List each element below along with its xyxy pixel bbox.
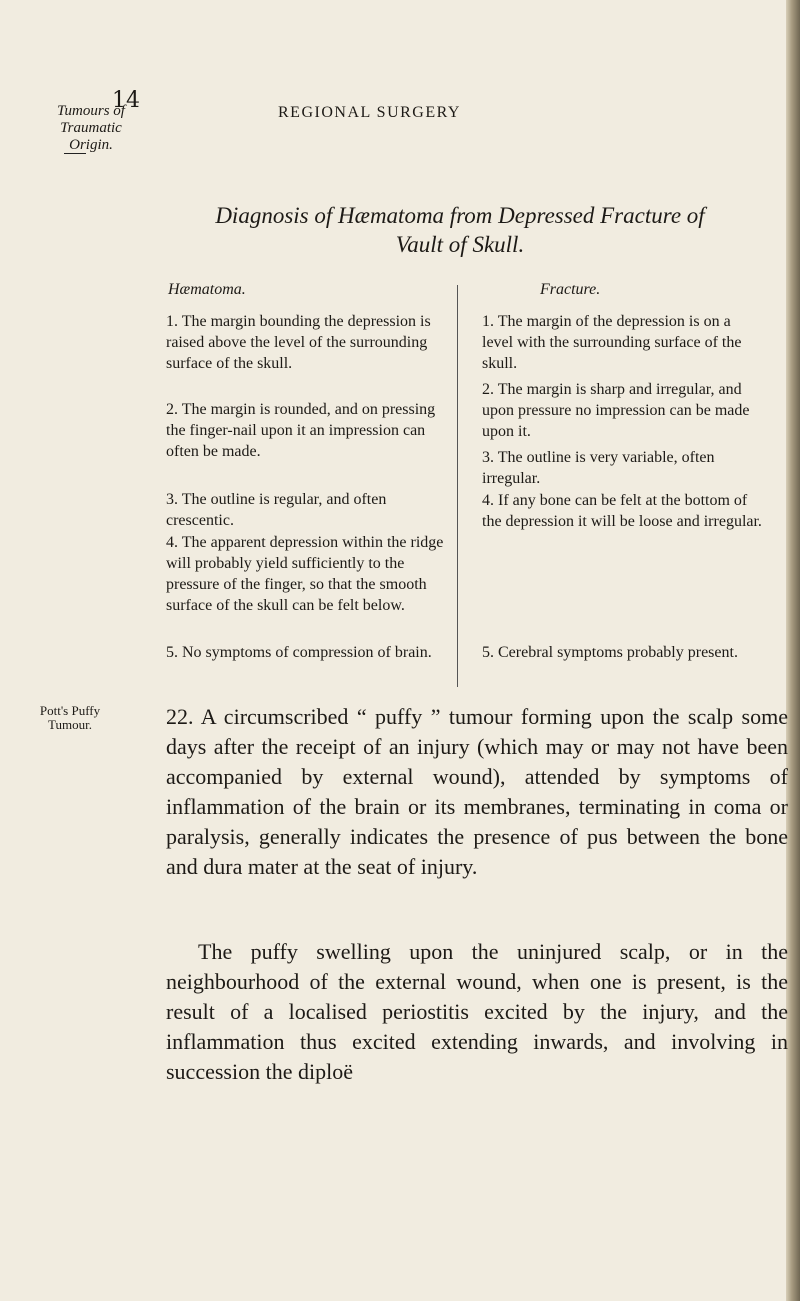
page-edge-shadow bbox=[786, 0, 800, 1301]
paragraph-22-continued: The puffy swelling upon the uninjured scalp, or in the neighbourhood of the external wound, when one is present, is the result of a localised periostitis excited by the injury, and the inflammation thus excited extending inwards, and involving in succession the diploë bbox=[166, 939, 788, 1084]
table-title-line2: Vault of Skull. bbox=[395, 232, 525, 257]
haematoma-item-5: 5. No symptoms of compression of brain. bbox=[166, 644, 432, 661]
column-divider bbox=[457, 285, 458, 687]
page-number: 14 bbox=[112, 88, 140, 113]
section-note-line2: Traumatic Origin. bbox=[60, 120, 122, 153]
margin-rule bbox=[64, 153, 86, 154]
haematoma-item-2: 2. The margin is rounded, and on pressing the finger-nail upon it an impression can often be made. bbox=[166, 401, 436, 460]
fracture-item-2: 2. The margin is sharp and irregular, and upon pressure no impression can be made upon it. bbox=[482, 381, 750, 440]
para-note-line1: Pott's Puffy bbox=[39, 703, 101, 718]
fracture-item-1: 1. The margin of the depression is on a level with the surrounding surface of the skull. bbox=[482, 313, 742, 372]
right-column-heading: Fracture. bbox=[540, 281, 601, 298]
haematoma-item-4: 4. The apparent depression within the ridge will probably yield sufficiently to the pressure of the finger, so that the smooth surface of the skull can be felt below. bbox=[166, 534, 444, 614]
fracture-item-4: 4. If any bone can be felt at the bottom of the depression it will be loose and irregular. bbox=[482, 492, 762, 530]
para-note-line2: Tumour. bbox=[48, 717, 92, 732]
running-head: REGIONAL SURGERY bbox=[278, 104, 461, 121]
section-note-line1: Tumours of bbox=[57, 103, 125, 119]
potts-puffy-tumour-note bbox=[30, 704, 110, 732]
table-title-line1: Diagnosis of Hæmatoma from Depressed Fracture of bbox=[215, 203, 705, 228]
haematoma-item-3: 3. The outline is regular, and often crescentic. bbox=[166, 491, 387, 529]
left-column-heading: Hæmatoma. bbox=[168, 281, 246, 298]
fracture-item-5: 5. Cerebral symptoms probably present. bbox=[482, 644, 738, 661]
haematoma-item-1: 1. The margin bounding the depression is raised above the level of the surrounding surface of the skull. bbox=[166, 313, 431, 372]
fracture-item-3: 3. The outline is very variable, often irregular. bbox=[482, 449, 715, 487]
paragraph-22: 22. A circumscribed “ puffy ” tumour forming upon the scalp some days after the receipt of an injury (which may or may not have been accompanied by external wound), attended by symptoms of inflammation of the brain or its membranes, terminating in coma or paralysis, generally indicates the presence of pus between the bone and dura mater at the seat of injury. bbox=[166, 704, 788, 879]
